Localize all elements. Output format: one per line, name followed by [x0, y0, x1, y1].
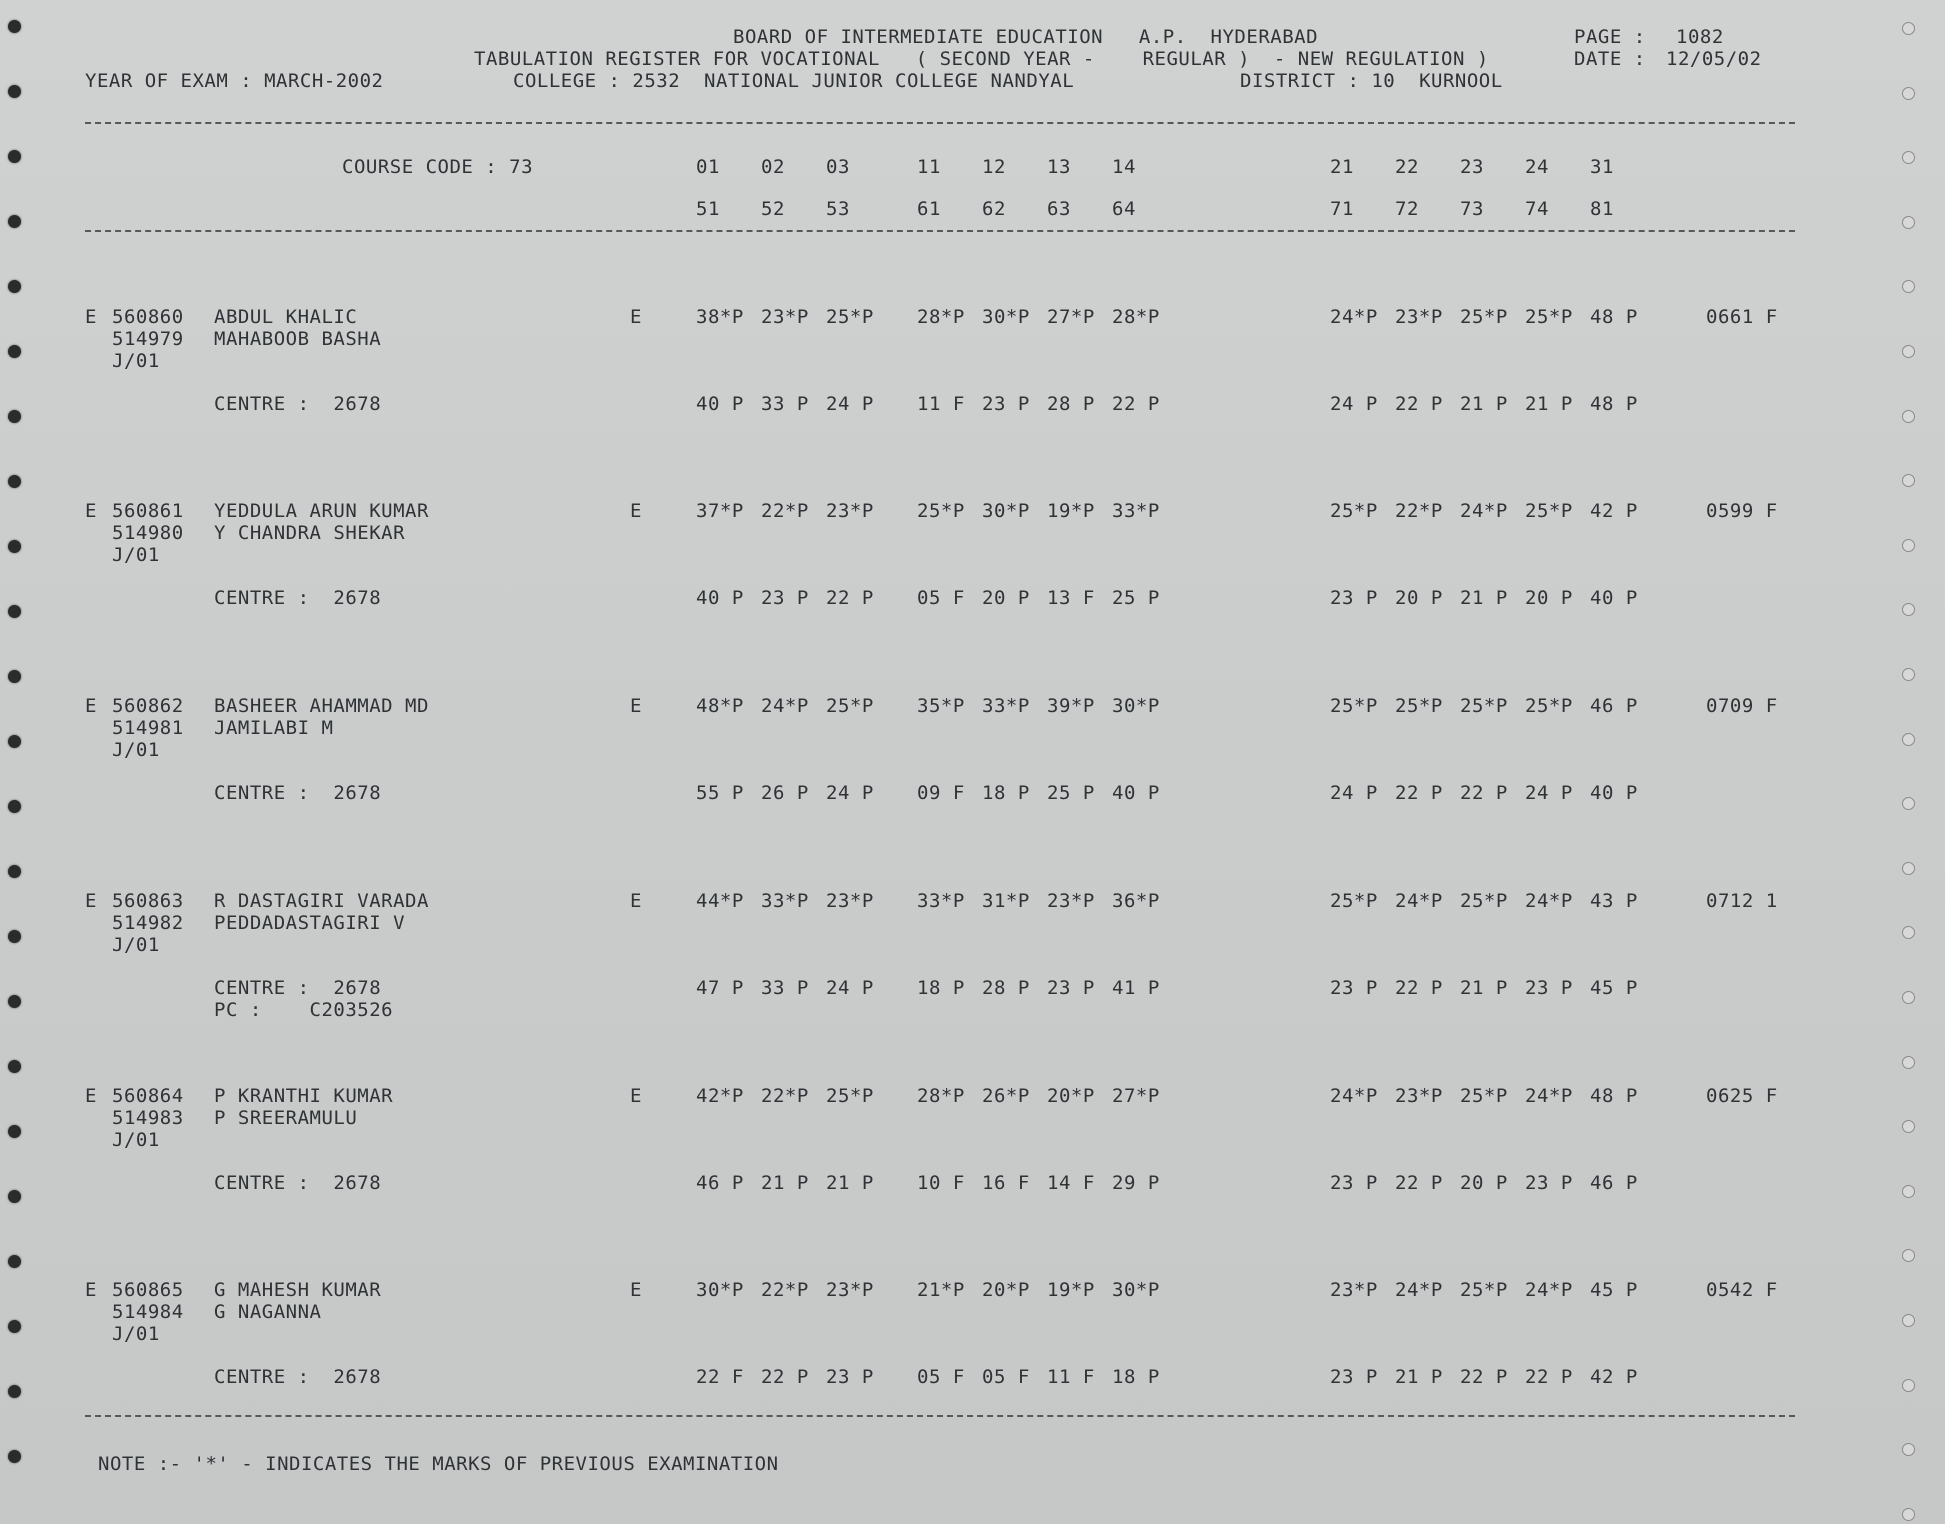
column-header-divider [85, 230, 1795, 232]
mark-cell: 13 F [1047, 587, 1095, 609]
mark-cell: 30*P [696, 1279, 744, 1301]
mark-cell: 21 P [1460, 587, 1508, 609]
mark-cell: 20 P [1395, 587, 1443, 609]
hall-ticket-number: 560861 [112, 500, 184, 522]
feed-hole [1902, 345, 1915, 358]
mark-cell: 23 P [1047, 977, 1095, 999]
mark-cell: 23*P [1395, 1085, 1443, 1107]
mark-cell: 23*P [1395, 306, 1443, 328]
mark-cell: 27*P [1112, 1085, 1160, 1107]
mark-cell: 40 P [1590, 587, 1638, 609]
feed-hole [8, 1255, 21, 1268]
mark-cell: 23*P [761, 306, 809, 328]
mark-cell: 23 P [1330, 1172, 1378, 1194]
mark-cell: 24*P [1460, 500, 1508, 522]
mark-cell: 42 P [1590, 500, 1638, 522]
mark-cell: 42*P [696, 1085, 744, 1107]
medium: E [630, 500, 642, 522]
feed-hole [8, 475, 21, 488]
mark-cell: 33*P [761, 890, 809, 912]
mark-cell: 46 P [1590, 1172, 1638, 1194]
mark-cell: 25*P [1525, 695, 1573, 717]
district-info: DISTRICT : 10 KURNOOL [1240, 70, 1503, 92]
mark-cell: 25 P [1047, 782, 1095, 804]
mark-cell: 55 P [696, 782, 744, 804]
student-name: BASHEER AHAMMAD MD [214, 695, 429, 717]
mark-cell: 24*P [1525, 890, 1573, 912]
mark-cell: 23*P [1047, 890, 1095, 912]
mark-cell: 24 P [1330, 393, 1378, 415]
mark-cell: 14 F [1047, 1172, 1095, 1194]
record-prefix: E [85, 890, 97, 912]
hall-ticket-number: 560864 [112, 1085, 184, 1107]
mark-cell: 28 P [982, 977, 1030, 999]
feed-hole [1902, 22, 1915, 35]
feed-hole [1902, 797, 1915, 810]
feed-hole [8, 865, 21, 878]
mark-cell: 21*P [917, 1279, 965, 1301]
mark-cell: 21 P [1395, 1366, 1443, 1388]
mark-cell: 43 P [1590, 890, 1638, 912]
mark-cell: 23*P [826, 890, 874, 912]
mark-cell: 47 P [696, 977, 744, 999]
mark-cell: 38*P [696, 306, 744, 328]
mark-cell: 20 P [1460, 1172, 1508, 1194]
mark-cell: 19*P [1047, 500, 1095, 522]
group-code: J/01 [112, 544, 160, 566]
feed-hole [8, 20, 21, 33]
mark-cell: 22 P [1460, 782, 1508, 804]
mark-cell: 25*P [1525, 306, 1573, 328]
mark-cell: 24 P [1525, 782, 1573, 804]
mark-cell: 22 P [1395, 782, 1443, 804]
mark-cell: 48 P [1590, 393, 1638, 415]
mark-cell: 23 P [761, 587, 809, 609]
mark-cell: 24*P [1395, 890, 1443, 912]
record-prefix: E [85, 500, 97, 522]
mark-cell: 22 P [1395, 977, 1443, 999]
mark-cell: 22*P [761, 500, 809, 522]
centre-label: CENTRE : 2678 [214, 393, 382, 415]
mark-cell: 22*P [761, 1085, 809, 1107]
subject-code: 71 [1330, 198, 1354, 220]
mark-cell: 24 P [826, 393, 874, 415]
mark-cell: 24*P [1525, 1279, 1573, 1301]
subject-code: 81 [1590, 198, 1614, 220]
student-name: P KRANTHI KUMAR [214, 1085, 394, 1107]
father-name: P SREERAMULU [214, 1107, 358, 1129]
mark-cell: 25 P [1112, 587, 1160, 609]
feed-hole [1902, 1443, 1915, 1456]
result-total: 0599 F [1706, 500, 1778, 522]
header-divider [85, 122, 1795, 124]
centre-label: CENTRE : 2678 [214, 782, 382, 804]
mark-cell: 28*P [917, 306, 965, 328]
mark-cell: 25*P [917, 500, 965, 522]
mark-cell: 22 P [1112, 393, 1160, 415]
subject-code: 52 [761, 198, 785, 220]
hall-ticket-number: 560862 [112, 695, 184, 717]
mark-cell: 23 P [1330, 977, 1378, 999]
mark-cell: 11 F [1047, 1366, 1095, 1388]
group-code: J/01 [112, 350, 160, 372]
mark-cell: 26 P [761, 782, 809, 804]
group-code: J/01 [112, 739, 160, 761]
mark-cell: 33*P [1112, 500, 1160, 522]
feed-hole [8, 150, 21, 163]
mark-cell: 30*P [982, 306, 1030, 328]
student-name: YEDDULA ARUN KUMAR [214, 500, 429, 522]
mark-cell: 33*P [917, 890, 965, 912]
feed-hole [8, 280, 21, 293]
mark-cell: 11 F [917, 393, 965, 415]
page-number: 1082 [1676, 26, 1724, 48]
father-name: MAHABOOB BASHA [214, 328, 382, 350]
result-total: 0709 F [1706, 695, 1778, 717]
feed-hole [1902, 603, 1915, 616]
mark-cell: 16 F [982, 1172, 1030, 1194]
mark-cell: 09 F [917, 782, 965, 804]
feed-hole [1902, 410, 1915, 423]
college-info: COLLEGE : 2532 NATIONAL JUNIOR COLLEGE NANDYAL [513, 70, 1075, 92]
date-value: 12/05/02 [1666, 48, 1762, 70]
mark-cell: 22 P [1395, 1172, 1443, 1194]
mark-cell: 48 P [1590, 306, 1638, 328]
mark-cell: 22 F [696, 1366, 744, 1388]
mark-cell: 22 P [761, 1366, 809, 1388]
mark-cell: 45 P [1590, 977, 1638, 999]
course-code: COURSE CODE : 73 [342, 156, 534, 178]
feed-hole [8, 1190, 21, 1203]
mark-cell: 42 P [1590, 1366, 1638, 1388]
feed-hole [8, 1060, 21, 1073]
mark-cell: 27*P [1047, 306, 1095, 328]
mark-cell: 28*P [1112, 306, 1160, 328]
subject-code: 51 [696, 198, 720, 220]
mark-cell: 40 P [696, 393, 744, 415]
mark-cell: 45 P [1590, 1279, 1638, 1301]
feed-hole [1902, 539, 1915, 552]
mark-cell: 40 P [696, 587, 744, 609]
pc-number: PC : C203526 [214, 999, 394, 1021]
hall-ticket-number: 560865 [112, 1279, 184, 1301]
subject-code: 53 [826, 198, 850, 220]
mark-cell: 05 F [982, 1366, 1030, 1388]
mark-cell: 24 P [826, 782, 874, 804]
mark-cell: 48*P [696, 695, 744, 717]
mark-cell: 28 P [1047, 393, 1095, 415]
feed-hole [1902, 151, 1915, 164]
subject-code: 01 [696, 156, 720, 178]
board-title: BOARD OF INTERMEDIATE EDUCATION A.P. HYDERABAD [733, 26, 1319, 48]
mark-cell: 23 P [1525, 977, 1573, 999]
mark-cell: 29 P [1112, 1172, 1160, 1194]
mark-cell: 33*P [982, 695, 1030, 717]
subject-code: 64 [1112, 198, 1136, 220]
mark-cell: 25*P [826, 306, 874, 328]
feed-hole [1902, 1056, 1915, 1069]
mark-cell: 24*P [1330, 1085, 1378, 1107]
feed-hole [1902, 1120, 1915, 1133]
subject-code: 14 [1112, 156, 1136, 178]
mark-cell: 46 P [696, 1172, 744, 1194]
mark-cell: 25*P [1460, 1085, 1508, 1107]
father-name: JAMILABI M [214, 717, 334, 739]
mark-cell: 40 P [1112, 782, 1160, 804]
mark-cell: 21 P [1460, 977, 1508, 999]
mark-cell: 23*P [826, 500, 874, 522]
feed-hole [8, 540, 21, 553]
subject-code: 12 [982, 156, 1006, 178]
mark-cell: 24*P [761, 695, 809, 717]
mark-cell: 21 P [1460, 393, 1508, 415]
group-code: J/01 [112, 1323, 160, 1345]
mark-cell: 41 P [1112, 977, 1160, 999]
footer-divider [85, 1415, 1795, 1417]
mark-cell: 22 P [1395, 393, 1443, 415]
subject-code: 23 [1460, 156, 1484, 178]
centre-label: CENTRE : 2678 [214, 587, 382, 609]
registration-number: 514982 [112, 912, 184, 934]
mark-cell: 23 P [826, 1366, 874, 1388]
student-name: G MAHESH KUMAR [214, 1279, 382, 1301]
group-code: J/01 [112, 934, 160, 956]
mark-cell: 30*P [1112, 1279, 1160, 1301]
record-prefix: E [85, 1279, 97, 1301]
mark-cell: 28*P [917, 1085, 965, 1107]
subject-code: 02 [761, 156, 785, 178]
mark-cell: 21 P [1525, 393, 1573, 415]
mark-cell: 22*P [761, 1279, 809, 1301]
mark-cell: 24*P [1330, 306, 1378, 328]
registration-number: 514981 [112, 717, 184, 739]
mark-cell: 24 P [826, 977, 874, 999]
medium: E [630, 695, 642, 717]
mark-cell: 25*P [826, 695, 874, 717]
footnote: NOTE :- '*' - INDICATES THE MARKS OF PREVIOUS EXAMINATION [98, 1453, 779, 1475]
mark-cell: 35*P [917, 695, 965, 717]
mark-cell: 05 F [917, 1366, 965, 1388]
result-total: 0661 F [1706, 306, 1778, 328]
feed-hole [8, 1125, 21, 1138]
feed-hole [1902, 87, 1915, 100]
registration-number: 514979 [112, 328, 184, 350]
mark-cell: 22 P [1525, 1366, 1573, 1388]
mark-cell: 25*P [1330, 500, 1378, 522]
mark-cell: 40 P [1590, 782, 1638, 804]
mark-cell: 22 P [1460, 1366, 1508, 1388]
mark-cell: 18 P [917, 977, 965, 999]
mark-cell: 18 P [1112, 1366, 1160, 1388]
mark-cell: 25*P [1330, 695, 1378, 717]
feed-hole [8, 930, 21, 943]
year-of-exam: YEAR OF EXAM : MARCH-2002 [85, 70, 384, 92]
feed-hole [1902, 991, 1915, 1004]
subject-code: 22 [1395, 156, 1419, 178]
medium: E [630, 306, 642, 328]
feed-hole [8, 1320, 21, 1333]
subject-code: 63 [1047, 198, 1071, 220]
subject-code: 21 [1330, 156, 1354, 178]
mark-cell: 23 P [1525, 1172, 1573, 1194]
feed-hole [1902, 1185, 1915, 1198]
subject-code: 11 [917, 156, 941, 178]
feed-hole [1902, 1508, 1915, 1521]
subject-code: 24 [1525, 156, 1549, 178]
mark-cell: 20 P [982, 587, 1030, 609]
mark-cell: 25*P [1460, 890, 1508, 912]
mark-cell: 26*P [982, 1085, 1030, 1107]
mark-cell: 23 P [982, 393, 1030, 415]
feed-hole [8, 1385, 21, 1398]
mark-cell: 21 P [826, 1172, 874, 1194]
mark-cell: 24 P [1330, 782, 1378, 804]
mark-cell: 22 P [826, 587, 874, 609]
mark-cell: 36*P [1112, 890, 1160, 912]
record-prefix: E [85, 695, 97, 717]
group-code: J/01 [112, 1129, 160, 1151]
subject-code: 13 [1047, 156, 1071, 178]
mark-cell: 39*P [1047, 695, 1095, 717]
father-name: Y CHANDRA SHEKAR [214, 522, 406, 544]
mark-cell: 24*P [1395, 1279, 1443, 1301]
father-name: PEDDADASTAGIRI V [214, 912, 406, 934]
mark-cell: 20 P [1525, 587, 1573, 609]
mark-cell: 25*P [1460, 306, 1508, 328]
feed-hole [1902, 1249, 1915, 1262]
record-prefix: E [85, 306, 97, 328]
feed-hole [1902, 280, 1915, 293]
mark-cell: 46 P [1590, 695, 1638, 717]
mark-cell: 20*P [1047, 1085, 1095, 1107]
feed-hole [1902, 1314, 1915, 1327]
mark-cell: 23*P [826, 1279, 874, 1301]
mark-cell: 33 P [761, 393, 809, 415]
result-total: 0542 F [1706, 1279, 1778, 1301]
mark-cell: 25*P [1525, 500, 1573, 522]
record-prefix: E [85, 1085, 97, 1107]
date-label: DATE : [1574, 48, 1646, 70]
registration-number: 514983 [112, 1107, 184, 1129]
centre-label: CENTRE : 2678 [214, 977, 382, 999]
result-total: 0712 1 [1706, 890, 1778, 912]
mark-cell: 25*P [1460, 1279, 1508, 1301]
mark-cell: 20*P [982, 1279, 1030, 1301]
medium: E [630, 890, 642, 912]
feed-hole [8, 995, 21, 1008]
mark-cell: 33 P [761, 977, 809, 999]
result-total: 0625 F [1706, 1085, 1778, 1107]
mark-cell: 05 F [917, 587, 965, 609]
subject-code: 31 [1590, 156, 1614, 178]
mark-cell: 23 P [1330, 1366, 1378, 1388]
mark-cell: 25*P [826, 1085, 874, 1107]
feed-hole [8, 605, 21, 618]
hall-ticket-number: 560860 [112, 306, 184, 328]
mark-cell: 25*P [1330, 890, 1378, 912]
mark-cell: 22*P [1395, 500, 1443, 522]
mark-cell: 21 P [761, 1172, 809, 1194]
mark-cell: 31*P [982, 890, 1030, 912]
feed-hole [1902, 1379, 1915, 1392]
mark-cell: 24*P [1525, 1085, 1573, 1107]
feed-hole [1902, 668, 1915, 681]
mark-cell: 44*P [696, 890, 744, 912]
feed-hole [1902, 733, 1915, 746]
feed-hole [8, 670, 21, 683]
feed-hole [8, 215, 21, 228]
mark-cell: 23*P [1330, 1279, 1378, 1301]
subject-code: 74 [1525, 198, 1549, 220]
subject-code: 61 [917, 198, 941, 220]
medium: E [630, 1279, 642, 1301]
feed-hole [8, 735, 21, 748]
father-name: G NAGANNA [214, 1301, 322, 1323]
student-name: ABDUL KHALIC [214, 306, 358, 328]
student-name: R DASTAGIRI VARADA [214, 890, 429, 912]
feed-hole [8, 345, 21, 358]
feed-hole [1902, 474, 1915, 487]
mark-cell: 23 P [1330, 587, 1378, 609]
mark-cell: 30*P [1112, 695, 1160, 717]
subject-code: 72 [1395, 198, 1419, 220]
centre-label: CENTRE : 2678 [214, 1172, 382, 1194]
mark-cell: 25*P [1395, 695, 1443, 717]
centre-label: CENTRE : 2678 [214, 1366, 382, 1388]
subject-code: 73 [1460, 198, 1484, 220]
feed-hole [1902, 216, 1915, 229]
mark-cell: 37*P [696, 500, 744, 522]
register-title: TABULATION REGISTER FOR VOCATIONAL ( SECOND YEAR - REGULAR ) - NEW REGULATION ) [474, 48, 1489, 70]
feed-hole [8, 85, 21, 98]
feed-hole [8, 1450, 21, 1463]
subject-code: 62 [982, 198, 1006, 220]
feed-hole [1902, 862, 1915, 875]
mark-cell: 30*P [982, 500, 1030, 522]
feed-hole [1902, 926, 1915, 939]
registration-number: 514984 [112, 1301, 184, 1323]
medium: E [630, 1085, 642, 1107]
feed-hole [8, 800, 21, 813]
mark-cell: 10 F [917, 1172, 965, 1194]
page-label: PAGE : [1574, 26, 1646, 48]
mark-cell: 25*P [1460, 695, 1508, 717]
mark-cell: 18 P [982, 782, 1030, 804]
registration-number: 514980 [112, 522, 184, 544]
feed-hole [8, 410, 21, 423]
mark-cell: 19*P [1047, 1279, 1095, 1301]
mark-cell: 48 P [1590, 1085, 1638, 1107]
hall-ticket-number: 560863 [112, 890, 184, 912]
subject-code: 03 [826, 156, 850, 178]
